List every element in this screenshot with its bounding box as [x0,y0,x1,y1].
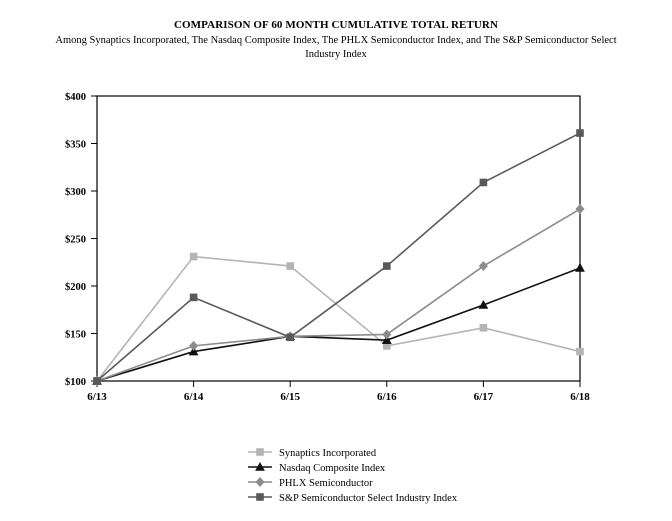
y-axis-ticks [91,96,97,381]
xtick-label-5: 6/18 [570,391,590,403]
series-0 [94,253,584,384]
ytick-label-350: $350 [65,139,86,151]
data-point-marker [287,334,294,341]
x-axis-ticks [97,381,580,387]
legend-label: Nasdaq Composite Index [279,462,386,474]
data-point-marker [190,341,198,350]
xtick-label-4: 6/17 [473,391,494,403]
data-point-marker [287,263,294,270]
ytick-label-400: $400 [65,92,86,103]
legend-label: PHLX Semiconductor [279,477,373,489]
series-line [97,133,580,381]
data-point-marker [256,478,264,487]
xtick-label-0: 6/13 [87,391,107,403]
data-point-marker [190,294,197,301]
data-point-marker [576,205,584,214]
data-point-marker [577,130,584,137]
xtick-label-3: 6/16 [377,391,397,403]
legend-item-2 [248,478,373,489]
xtick-label-1: 6/14 [183,391,204,403]
data-point-marker [577,348,584,355]
data-point-marker [383,263,390,270]
page-title: COMPARISON OF 60 MONTH CUMULATIVE TOTAL RETURN [173,19,499,31]
chart-legend [248,448,458,504]
data-point-marker [576,264,584,272]
series-layer [93,130,584,386]
series-line [97,268,580,381]
legend-label: Synaptics Incorporated [279,447,377,459]
series-3 [94,130,584,385]
ytick-label-100: $100 [65,377,86,388]
ytick-label-300: $300 [65,187,86,198]
data-point-marker [257,449,264,456]
chart-subtitle: Among Synaptics Incorporated, The Nasdaq Composite Index, The PHLX Semiconductor Index, and The S&P Semiconductor Select Industry Index [55,35,617,60]
ytick-label-250: $250 [65,234,86,246]
ytick-label-150: $150 [65,329,86,341]
xtick-label-2: 6/15 [280,391,300,403]
legend-item-1 [248,463,386,474]
data-point-marker [480,324,487,331]
data-point-marker [480,179,487,186]
data-point-marker [479,262,487,271]
data-point-marker [383,330,391,339]
series-1 [93,264,584,385]
legend-label: S&P Semiconductor Select Industry Index [279,492,458,504]
legend-item-0 [248,448,377,459]
data-point-marker [94,378,101,385]
data-point-marker [257,494,264,501]
ytick-label-200: $200 [65,282,86,293]
data-point-marker [190,253,197,260]
legend-item-3 [248,493,458,504]
